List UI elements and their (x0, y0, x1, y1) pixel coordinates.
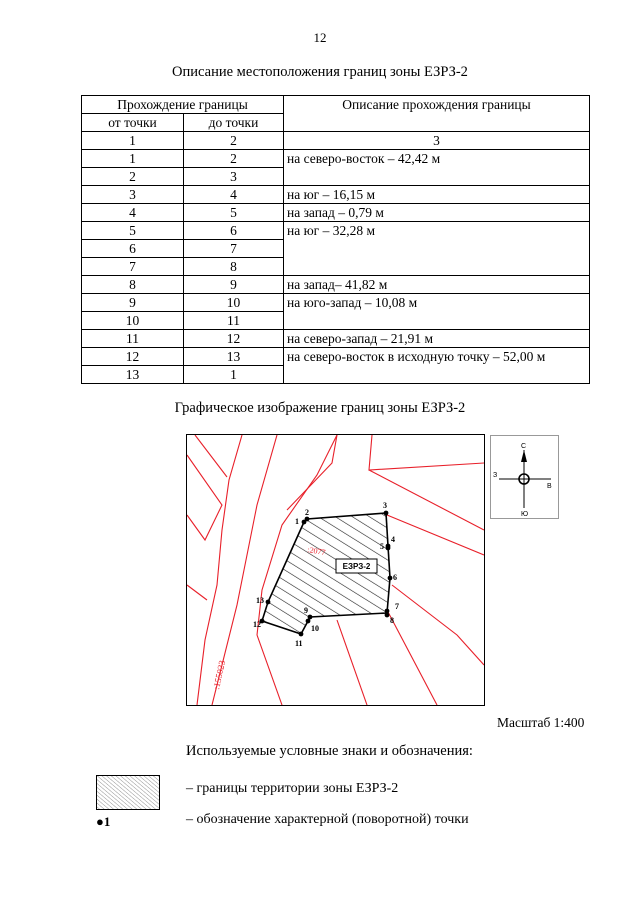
legend-boundary-text: – границы территории зоны ЕЗРЗ-2 (186, 781, 399, 796)
legend-point-symbol (96, 814, 110, 830)
cell-from: 1 (82, 150, 184, 168)
cell-from: 3 (82, 186, 184, 204)
cell-to: 11 (184, 312, 284, 330)
legend-title: Используемые условные знаки и обозначения: (186, 743, 473, 759)
zone-label: ЕЗРЗ-2 (342, 562, 371, 571)
compass-east: В (547, 483, 552, 490)
cell-to: 7 (184, 240, 284, 258)
cell-from: 11 (82, 330, 184, 348)
point-label-13: 13 (256, 596, 264, 605)
table-row (82, 330, 590, 348)
point-label-10: 10 (311, 624, 319, 633)
boundary-map (186, 434, 485, 706)
cell-to: 9 (184, 276, 284, 294)
point-label-9: 9 (304, 606, 308, 615)
point-label-7: 7 (395, 602, 399, 611)
point-label-5: 5 (380, 542, 384, 551)
cell-description: на юг – 16,15 м (284, 186, 590, 204)
compass-west: З (493, 472, 498, 479)
cell-to: 5 (184, 204, 284, 222)
legend-hatch-swatch (96, 775, 160, 810)
point-label-12: 12 (253, 620, 261, 629)
column-number-from: 1 (82, 132, 184, 150)
table-row (82, 276, 590, 294)
point-label-4: 4 (391, 535, 395, 544)
cell-description: на запад – 0,79 м (284, 204, 590, 222)
cell-to: 3 (184, 168, 284, 186)
graphic-title: Графическое изображение границ зоны ЕЗРЗ-2 (174, 400, 466, 416)
cell-description: на юго-запад – 10,08 м (284, 294, 590, 330)
cell-from: 5 (82, 222, 184, 240)
compass-south: Ю (521, 511, 529, 518)
cell-from: 2 (82, 168, 184, 186)
header-to: до точки (184, 114, 284, 132)
table-row (82, 348, 590, 366)
cell-to: 2 (184, 150, 284, 168)
header-from: от точки (82, 114, 184, 132)
point-label-8: 8 (390, 616, 394, 625)
cell-to: 1 (184, 366, 284, 384)
cell-description: на северо-восток в исходную точку – 52,00 м (284, 348, 590, 384)
legend-point-dot-icon: ● (96, 814, 104, 829)
cell-to: 4 (184, 186, 284, 204)
parcel-label-2077: :2077 (306, 545, 327, 558)
boundary-table (81, 95, 590, 384)
cell-from: 8 (82, 276, 184, 294)
header-group: Прохождение границы (82, 96, 284, 114)
cell-from: 9 (82, 294, 184, 312)
point-label-11: 11 (295, 639, 303, 648)
map-canvas (187, 435, 484, 705)
point-label-2: 2 (305, 508, 309, 517)
compass-north: С (521, 443, 527, 450)
column-number-to: 2 (184, 132, 284, 150)
cell-to: 12 (184, 330, 284, 348)
cell-description: на северо-восток – 42,42 м (284, 150, 590, 186)
page-number: 12 (313, 30, 327, 45)
parcel-label-155023: :155023 (211, 659, 228, 691)
legend-point-number: 1 (103, 814, 111, 829)
cell-from: 6 (82, 240, 184, 258)
cell-description: на юг – 32,28 м (284, 222, 590, 276)
compass-rose (490, 435, 559, 519)
cell-from: 12 (82, 348, 184, 366)
header-description: Описание прохождения границы (284, 96, 590, 132)
table-row (82, 186, 590, 204)
cell-description: на северо-запад – 21,91 м (284, 330, 590, 348)
cell-to: 10 (184, 294, 284, 312)
table-row (82, 150, 590, 168)
table-row (82, 294, 590, 312)
north-arrow-icon (521, 450, 527, 462)
document-title: Описание местоположения границ зоны ЕЗРЗ-2 (172, 64, 468, 80)
cell-to: 6 (184, 222, 284, 240)
cell-from: 13 (82, 366, 184, 384)
cell-from: 4 (82, 204, 184, 222)
scale-label: Масштаб 1:400 (497, 715, 585, 730)
legend-point-text: – обозначение характерной (поворотной) точки (186, 812, 469, 827)
point-label-6: 6 (393, 573, 397, 582)
point-label-3: 3 (383, 501, 387, 510)
cell-from: 7 (82, 258, 184, 276)
cell-description: на запад– 41,82 м (284, 276, 590, 294)
cell-to: 13 (184, 348, 284, 366)
table-row (82, 204, 590, 222)
column-number-desc: 3 (284, 132, 590, 150)
cell-from: 10 (82, 312, 184, 330)
table-row (82, 222, 590, 240)
cell-to: 8 (184, 258, 284, 276)
point-label-1: 1 (295, 517, 299, 526)
